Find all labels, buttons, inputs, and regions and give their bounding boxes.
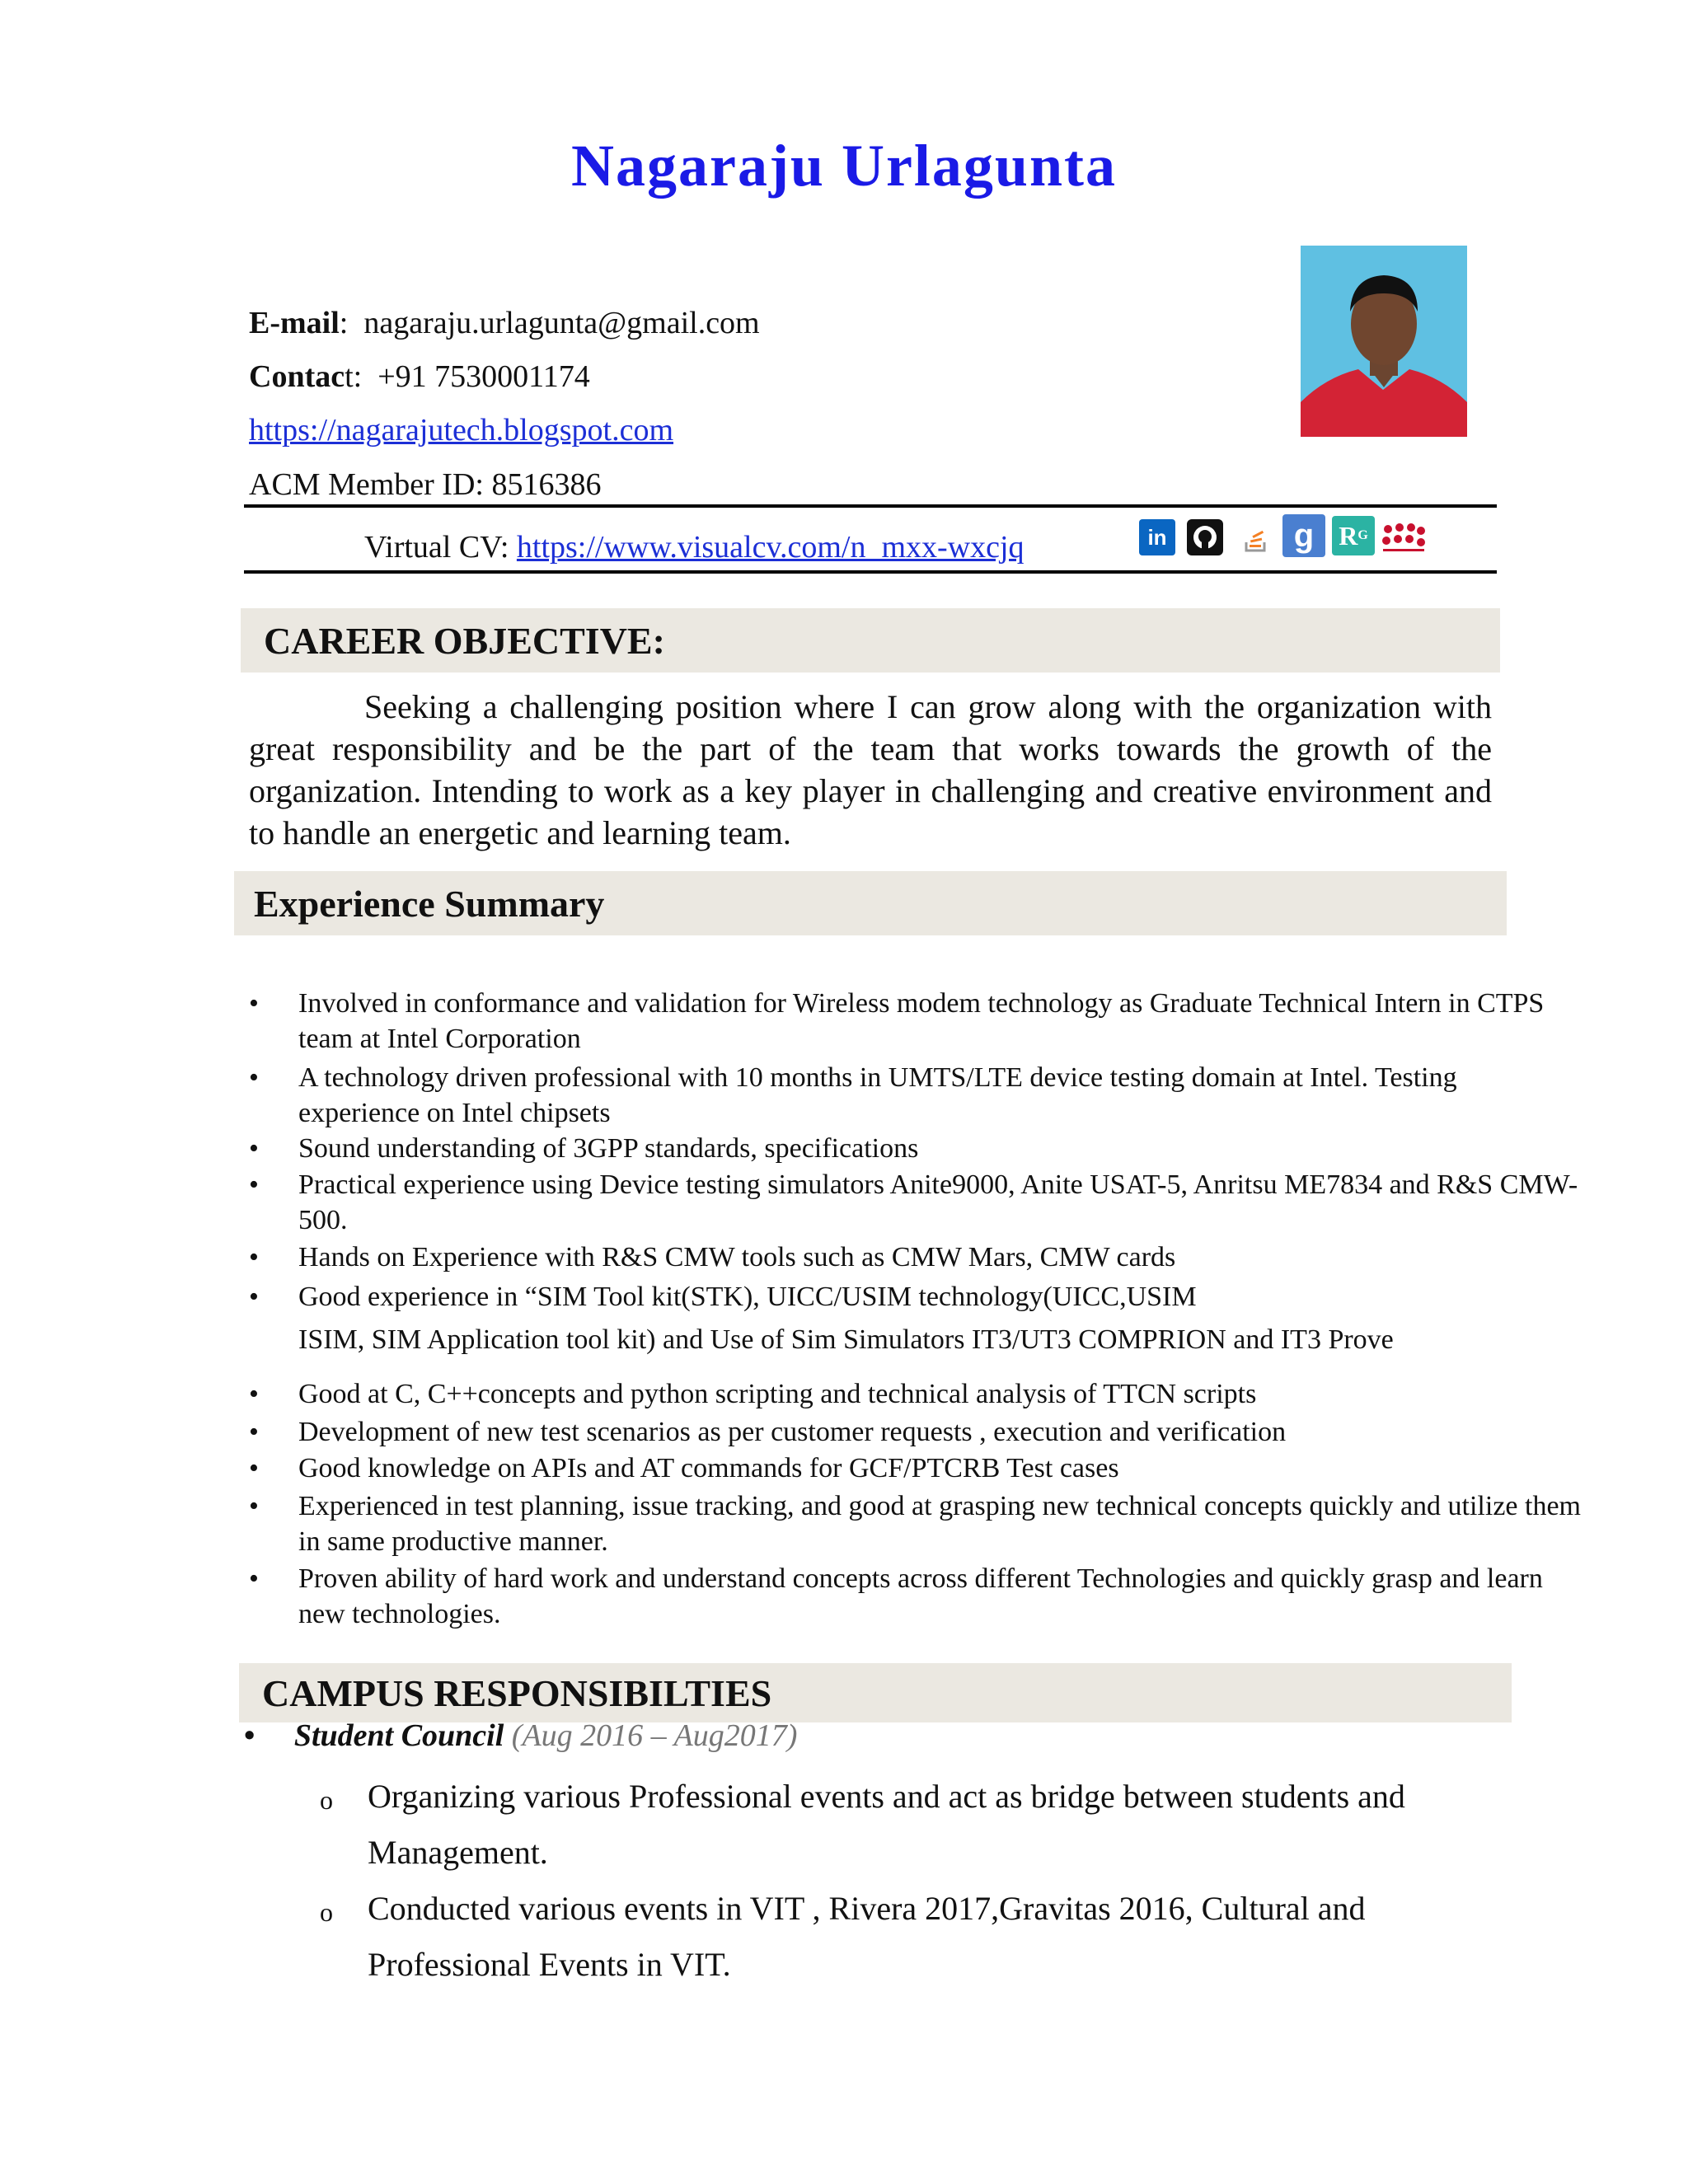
- header-rule-top: [244, 504, 1497, 508]
- virtual-cv-label: Virtual CV:: [364, 530, 509, 565]
- career-objective-heading: CAREER OBJECTIVE:: [241, 608, 1500, 673]
- contact-line: Contact: +91 7530001174: [249, 359, 590, 394]
- email-line: E-mail: nagaraju.urlagunta@gmail.com: [249, 306, 760, 340]
- linkedin-icon[interactable]: in: [1139, 519, 1175, 555]
- header-rule-bottom: [244, 570, 1497, 574]
- student-council-role: Student Council: [293, 1718, 504, 1753]
- acm-member-id: ACM Member ID: 8516386: [249, 467, 602, 502]
- stackoverflow-icon[interactable]: [1238, 519, 1274, 555]
- candidate-name: Nagaraju Urlagunta: [571, 133, 1117, 199]
- career-objective-text: Seeking a challenging position where I can grow along with the organization with great responsibility and be the part of the team that works towards the growth of the organization. Intending to work as a key player in challenging and creative environment and to handle an energetic and learning team.: [249, 688, 1492, 851]
- virtual-cv-link[interactable]: https://www.visualcv.com/n_mxx-wxcjq: [516, 530, 1025, 565]
- contact-value: +91 7530001174: [377, 359, 590, 394]
- virtual-cv-line: [364, 529, 1025, 565]
- student-council-line: • Student Council (Aug 2016 – Aug2017): [244, 1718, 798, 1753]
- student-council-dates: (Aug 2016 – Aug2017): [511, 1718, 798, 1753]
- github-icon[interactable]: [1187, 519, 1223, 555]
- contact-label: Contac: [249, 359, 345, 394]
- researchgate-icon[interactable]: R G: [1332, 516, 1375, 555]
- profile-photo: [1301, 246, 1467, 437]
- email-value[interactable]: nagaraju.urlagunta@gmail.com: [363, 306, 760, 340]
- email-label: E-mail: [249, 306, 340, 340]
- campus-responsibilities-heading: CAMPUS RESPONSIBILTIES: [239, 1663, 1512, 1722]
- blog-line: [249, 412, 673, 448]
- google-scholar-icon[interactable]: g: [1282, 514, 1325, 557]
- acm-icon[interactable]: [1380, 519, 1428, 555]
- experience-summary-heading: Experience Summary: [234, 871, 1507, 935]
- blog-link[interactable]: https://nagarajutech.blogspot.com: [249, 413, 674, 448]
